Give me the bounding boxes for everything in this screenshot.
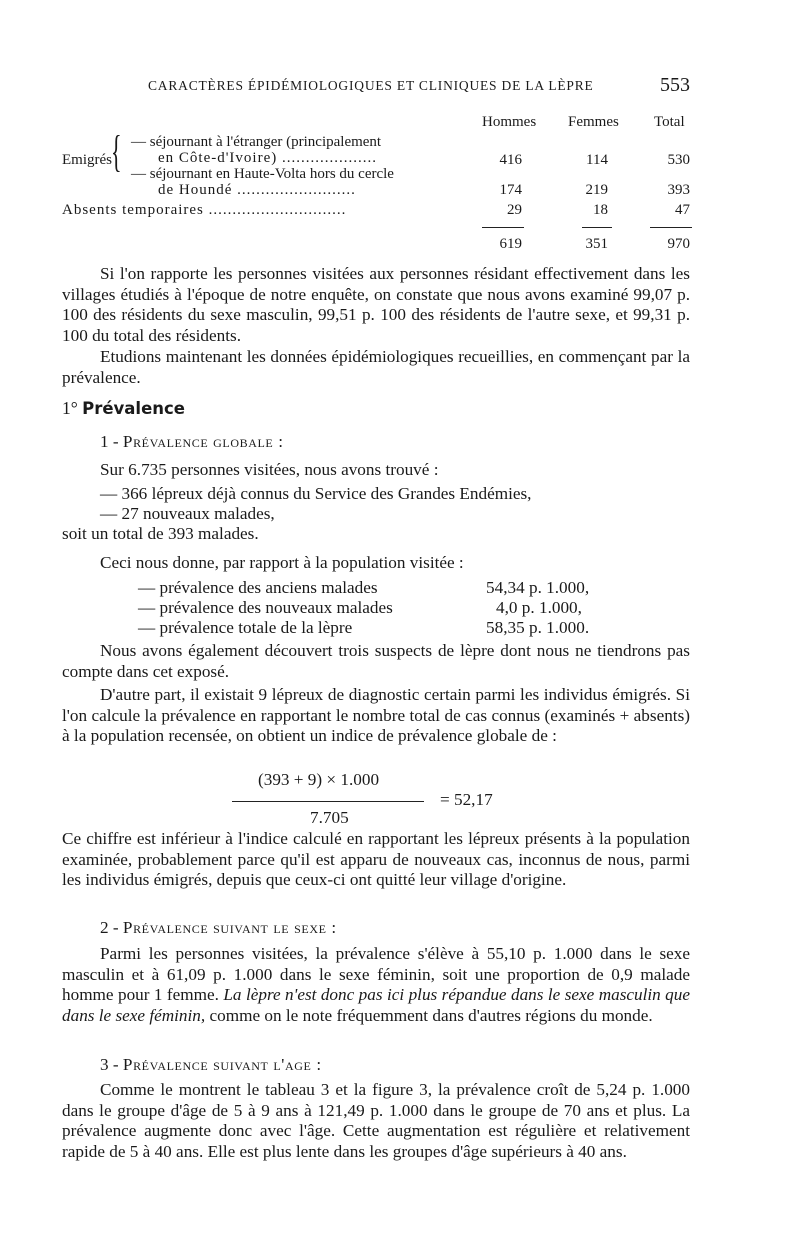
prevalence-label: — prévalence des anciens malades (138, 578, 378, 597)
fraction-bar (232, 801, 424, 802)
list-item: — 27 nouveaux malades, (100, 504, 275, 523)
column-header-femmes: Femmes (568, 114, 619, 130)
paragraph: Etudions maintenant les données épidémiologiques recueillies, en commençant par la prévalence. (62, 347, 690, 387)
table-cell: 47 (675, 202, 690, 218)
subsection-heading: 2 - Prévalence suivant le sexe : (100, 918, 337, 937)
grouping-brace: { (111, 127, 122, 176)
table-cell: 416 (499, 152, 522, 168)
list-item: — 366 lépreux déjà connus du Service des Grandes Endémies, (100, 484, 532, 503)
prevalence-label: — prévalence totale de la lèpre (138, 618, 353, 637)
emigres-label: Emigrés (62, 152, 112, 168)
subsection-heading: 3 - Prévalence suivant l'age : (100, 1055, 322, 1074)
sum-rule (482, 227, 524, 228)
prevalence-value: 54,34 p. 1.000, (486, 578, 590, 597)
row-label-line1: — séjournant à l'étranger (principalement (131, 134, 382, 150)
page-number: 553 (660, 74, 690, 96)
column-header-total: Total (654, 114, 685, 130)
paragraph: Nous avons également découvert trois suspects de lèpre dont nous ne tiendrons pas compte dans cet exposé. (62, 641, 690, 681)
row-label-line1: — séjournant en Haute-Volta hors du cercle (131, 166, 394, 182)
prevalence-value: 4,0 p. 1.000, (496, 598, 582, 617)
paragraph: Ce chiffre est inférieur à l'indice calculé en rapportant les lépreux présents à la population examinée, probablement parce qu'il est apparu de nouveaux cas, inconnus de nous, parmi les individus émigrés, depuis que ceux-ci ont quitté leur village d'origine. (62, 829, 690, 889)
sum-rule (582, 227, 612, 228)
column-header-hommes: Hommes (482, 114, 537, 130)
table-cell: 530 (667, 152, 690, 168)
total-cell: 619 (499, 236, 522, 252)
total-cell: 970 (667, 236, 690, 252)
formula-denominator: 7.705 (310, 808, 349, 827)
formula-result: = 52,17 (440, 790, 493, 809)
table-cell: 29 (507, 202, 522, 218)
paragraph: Comme le montrent le tableau 3 et la figure 3, la prévalence croît de 5,24 p. 1.000 dans le groupe d'âge de 5 à 9 ans à 121,49 p. 1.000 dans le groupe de 70 ans et plus. La prévalence augmente donc avec l'âge. Cette augmentation est régulière et relativement rapide de 5 à 40 ans. Elle est plus lente dans les groupes d'âge supérieurs à 40 ans. (62, 1080, 690, 1161)
table-cell: 114 (586, 152, 608, 168)
paragraph: Parmi les personnes visitées, la prévalence s'élève à 55,10 p. 1.000 dans le sexe masculin et à 61,09 p. 1.000 dans le sexe féminin, soit une proportion de 0,9 malade homme pour 1 femme. La lèpre n'est donc pas ici plus répandue dans le sexe masculin que dans le sexe féminin, comme on le note fréquemment dans d'autres régions du monde. (62, 944, 690, 1025)
running-header: CARACTÈRES ÉPIDÉMIOLOGIQUES ET CLINIQUES DE LA LÈPRE (148, 78, 594, 93)
section-heading (62, 398, 185, 419)
sum-rule (650, 227, 692, 228)
table-cell: 219 (585, 182, 608, 198)
row-label-line2: de Houndé ......................... (158, 182, 356, 198)
paragraph: Si l'on rapporte les personnes visitées aux personnes résidant effectivement dans les villages étudiés à l'époque de notre enquête, on constate que nous avons examiné 99,07 p. 100 des résidents du sexe masculin, 99,51 p. 100 des résidents de l'autre sexe, et 99,31 p. 100 du total des résidents. (62, 264, 690, 345)
table-cell: 18 (593, 202, 608, 218)
table-cell: 174 (499, 182, 522, 198)
row-label-line2: en Côte-d'Ivoire) .................... (158, 150, 377, 166)
section-title: Prévalence (82, 399, 186, 418)
row-label: Absents temporaires ............................. (62, 202, 347, 218)
total-cell: 351 (585, 236, 608, 252)
list-item: soit un total de 393 malades. (62, 524, 259, 543)
section-number: 1° (62, 398, 78, 418)
paragraph: Ceci nous donne, par rapport à la population visitée : (100, 553, 464, 572)
prevalence-value: 58,35 p. 1.000. (486, 618, 590, 637)
prevalence-label: — prévalence des nouveaux malades (138, 598, 393, 617)
paragraph: Sur 6.735 personnes visitées, nous avons trouvé : (100, 460, 439, 479)
subsection-heading: 1 - Prévalence globale : (100, 432, 284, 451)
table-cell: 393 (667, 182, 690, 198)
paragraph: D'autre part, il existait 9 lépreux de diagnostic certain parmi les individus émigrés. Si l'on calcule la prévalence en rapportant le nombre total de cas connus (examinés + absents) à la population recensée, on obtient un indice de prévalence globale de : (62, 685, 690, 745)
emphasis: La lèpre n'est donc pas ici plus répandue dans le sexe masculin que dans le sexe féminin, (62, 985, 690, 1025)
formula-numerator: (393 + 9) × 1.000 (258, 770, 380, 789)
